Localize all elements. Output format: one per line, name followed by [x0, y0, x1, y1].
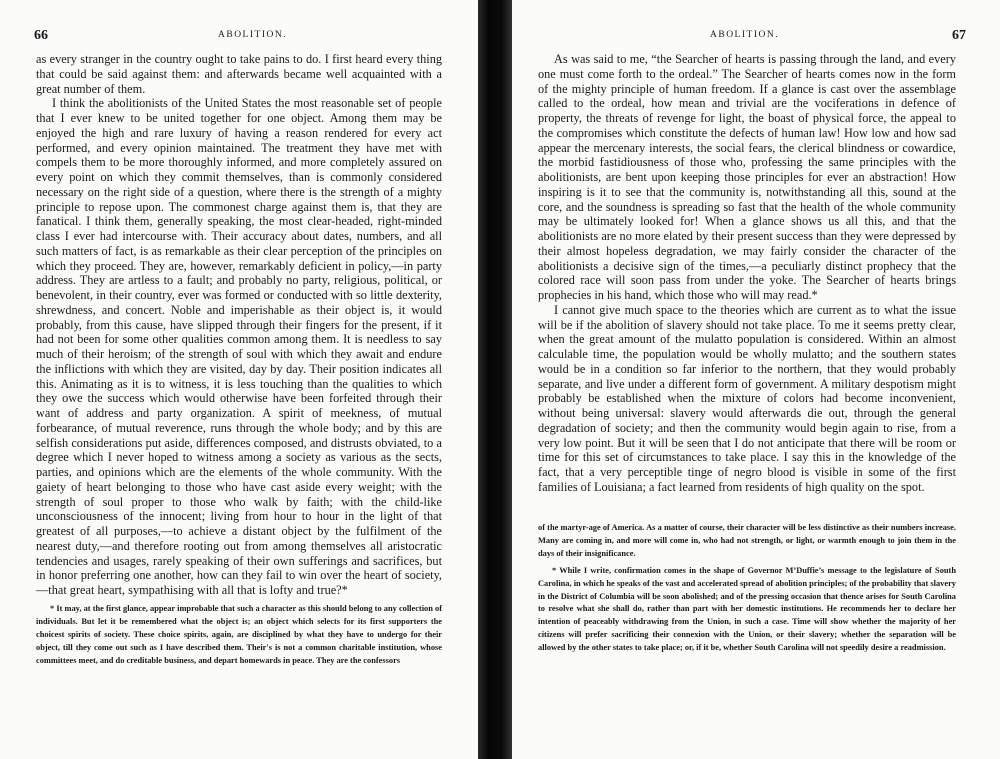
page-number-left: 66 — [34, 28, 48, 43]
right-page-body — [538, 52, 956, 495]
left-footnote-block — [36, 603, 442, 672]
page-number-right: 67 — [952, 28, 966, 43]
left-page-header — [0, 26, 478, 44]
right-footnote: * While I write, confirmation comes in the shape of Governor M’Duffie’s message to the legislature of South Carolina, in which he speaks of the vast and accelerated spread of abolition principles; of the probability that slavery in the District of Columbia will be soon abolished; and of the pressing occasion that thence arises for South Carolina to resolve what she shall do, rather than part with her domestic institutions. He recommends her to declare her intention of peaceably withdrawing from the Union, in such a case. Time will show whether the majority of her citizens will prefer sacrificing their connexion with the Union, or their slavery; whether the separation will be allowed by the other states to take place; or, if it be, whether South Carolina will not speedily desire a readmission. — [538, 565, 956, 653]
right-paragraph-2: I cannot give much space to the theories which are current as to what the issue will be if the abolition of slavery should not take place. To me it seems pretty clear, when the great amount of the mulatto population is considered. Within an almost calculable time, the population would be wholly mulatto; and the southern states would be in a condition so far inferior to the northern, that they would probably separate, and live under a different form of government. A military despotism might probably be established when the mixture of colors had become inconvenient, without being universal: slavery would afterwards die out, through the general degradation of society; and then the community would begin again to rise, from a very low point. But it will be seen that I do not anticipate that there will be room or time for this set of circumstances to take place. I say this in the knowledge of the fact, that a very perceptible tinge of negro blood is visible in some of the first families of Louisiana; a fact learned from residents of high quality on the spot. — [538, 302, 956, 494]
left-paragraph-2: I think the abolitionists of the United States the most reasonable set of people that I ever knew to be united together for one object. Among them may be enjoyed the high and rare luxury of having a reason rendered for every act performed, and every opinion maintained. The treatment they have met with compels them to be more thoroughly informed, and more completely assured on every point on which they commit themselves, than is commonly considered necessary on the right side of a question, where there is the strength of a mighty principle to repose upon. The commonest charge against them is, that they are fanatical. I think them, generally speaking, the most clear-headed, right-minded class I ever had intercourse with. Their accuracy about dates, numbers, and all such matters of fact, is as remarkable as their clear perception of the principles on which they proceed. They are, however, remarkably deficient in policy,—in party address. They are artless to a fault; and probably no party, religious, political, or benevolent, in their country, ever was formed or conducted with so little dexterity, shrewdness, and concert. Noble and imperishable as their object is, it would probably, from this cause, have slipped through their fingers for the present, if it had not been for some other qualities common among them. It is needless to say much of their heroism; of the strength of soul with which they await and endure the inflictions with which they are visited, day by day. Their position indicates all this. Animating as it is to witness, it is less touching than the qualities to which they owe the success which would otherwise have been forfeited through their want of address and party organization. A spirit of meekness, of mutual forbearance, of mutual reverence, runs through the whole body; and by this are selfish considerations put aside, differences composed, and distrusts obviated, to a degree which I never hoped to witness among a society as various as the sects, parties, and opinions which are the elements of the whole community. With the gaiety of heart belonging to those who have cast aside every weight; with the strength of soul proper to those who walk by faith; with the child-like unconsciousness of the innocent; living from hour to hour in the light of that greatest of all purposes,—to achieve a distant object by the fulfilment of the nearest duty,—and therefore rooting out from among themselves all aristocratic tendencies and usages, rarely speaking of their own sufferings and sacrifices, but in honor preferring one another, how can they fail to win over the heart of society,—that great heart, sympathising with all that is lofty and true?* — [36, 96, 442, 597]
left-page-body — [36, 52, 442, 598]
right-paragraph-1: As was said to me, “the Searcher of hearts is passing through the land, and every one must come forth to the ordeal.” The Searcher of hearts comes now in the form of the mighty principle of human freedom. If a glance is cast over the assemblage called to the ordeal, how mean and trivial are the vociferations in defence of property, the threats of revenge for light, the boast of physical force, the appeal to the compromises which constitute the defects of human law! How low and how sad appear the mercenary interests, the social fears, the clerical blindness or cowardice, the morbid fastidiousness of those who, professing the same principles with the abolitionists, are bent upon keeping those principles for ever an abstraction! How inspiring is it to see that the community is, notwithstanding all this, sound at the core, and the soundness is spreading so fast that the health of the whole community may be ultimately looked for! When a glance shows us all this, and that the abolitionists are no more elated by their present success than they were depressed by their almost hopeless degradation, we may fairly consider the character of the abolitionists a decisive sign of the times,—a peculiarly distinct prophecy that the colored race will soon pass from under the yoke. The Searcher of hearts brings prophecies in his hand, which those who will may read.* — [538, 52, 956, 302]
left-page — [0, 0, 478, 759]
right-footnote-block — [538, 522, 956, 659]
left-paragraph-1: as every stranger in the country ought to take pains to do. I first heard every thing that could be said against them: and afterwards became well acquainted with a great number of them. — [36, 52, 442, 96]
right-page-header — [512, 26, 1000, 44]
left-footnote: * It may, at the first glance, appear improbable that such a character as this should belong to any collection of individuals. But let it be remembered what the object is; an object which selects for its first supporters the choicest spirits of society. These choice spirits, again, are disciplined by what they have to undergo for their object, till they come out such as I have described them. Their's is not a common charitable institution, whose committees meet, and do creditable business, and depart homewards in peace. They are the confessors — [36, 604, 442, 665]
running-head-right: ABOLITION. — [710, 30, 780, 40]
right-footnote-continuation: of the martyr-age of America. As a matter of course, their character will be less distinctive as their numbers increase. Many are coming in, and more will come in, who had not strength, or light, or warmth enough to join them in the days of their insignificance. — [538, 523, 956, 558]
running-head-left: ABOLITION. — [218, 30, 288, 40]
right-page — [512, 0, 1000, 759]
book-gutter — [478, 0, 512, 759]
